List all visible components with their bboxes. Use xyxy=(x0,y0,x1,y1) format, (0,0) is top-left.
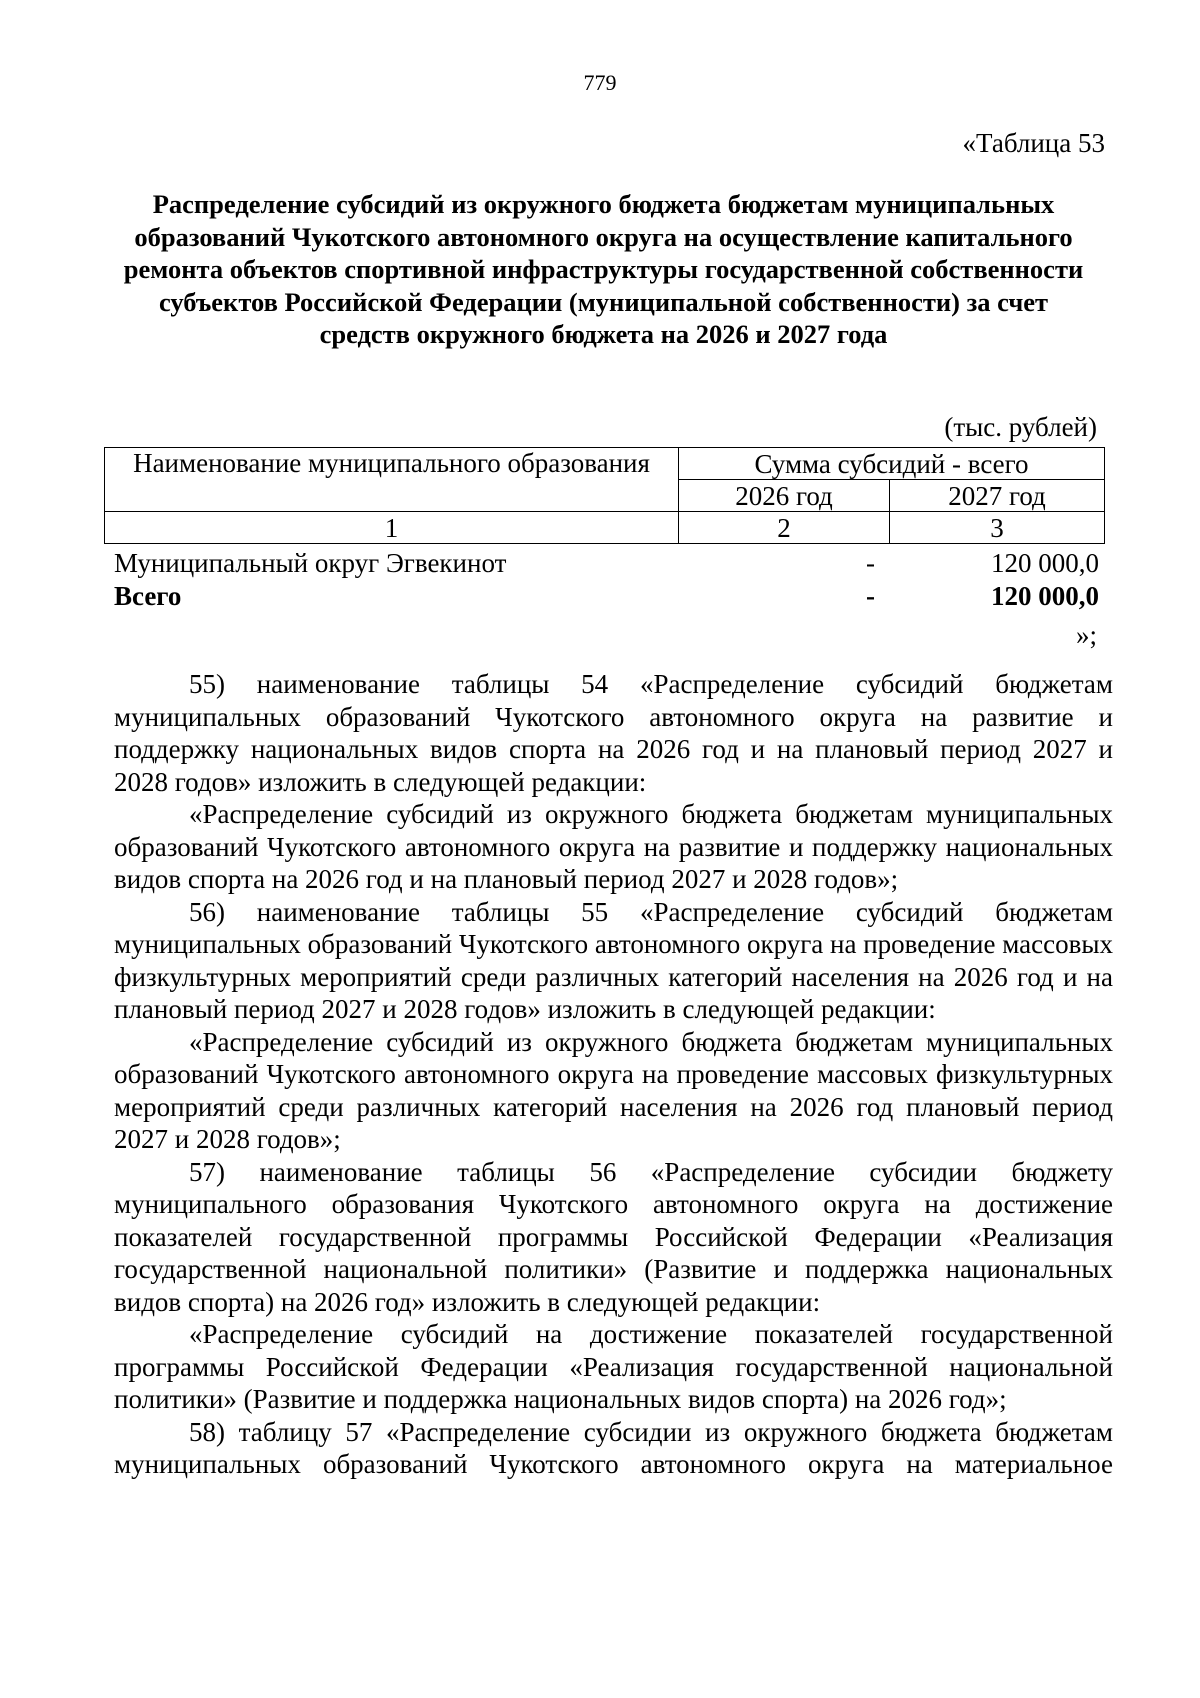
column-number-2: 2 xyxy=(679,512,890,544)
table-reference: «Таблица 53 xyxy=(962,128,1105,158)
table-number-row xyxy=(105,512,1105,544)
paragraph-57-quote: «Распределение субсидий на достижение показателей государственной программы Российской Федерации «Реализация государственной национальной политики» (Развитие и поддержка национальных видов спорта) на 2026 год»; xyxy=(114,1319,1113,1414)
row-municipality-name: Муниципальный округ Эгвекинот xyxy=(114,548,507,578)
row-value-2027: 120 000,0 xyxy=(991,548,1099,578)
header-subsidy-total: Сумма субсидий - всего xyxy=(679,448,1105,480)
page-number: 779 xyxy=(583,70,617,95)
table-title: Распределение субсидий из окружного бюджета бюджетам муниципальных образований Чукотского автономного округа на осуществление капитального ремонта объектов спортивной инфраструктуры государственной собственности субъектов Российской Федерации (муниципальной собственности) за счет средств окружного бюджета на 2026 и 2027 года xyxy=(123,189,1084,349)
paragraph-55-quote: «Распределение субсидий из окружного бюджета бюджетам муниципальных образований Чукотского автономного округа на развитие и поддержку национальных видов спорта на 2026 год и на плановый период 2027 и 2028 годов»; xyxy=(114,799,1113,894)
paragraph-57: 57) наименование таблицы 56 «Распределение субсидии бюджету муниципального образования Чукотского автономного округа на достижение показателей государственной программы Российской Федерации «Реализация государственной национальной политики» (Развитие и поддержка национальных видов спорта) на 2026 год» изложить в следующей редакции: xyxy=(114,1156,1113,1317)
units-label: (тыс. рублей) xyxy=(944,412,1097,442)
total-label: Всего xyxy=(114,581,182,611)
table-total-row xyxy=(114,581,1099,614)
table-row xyxy=(114,548,1099,581)
header-municipality: Наименование муниципального образования xyxy=(105,448,679,512)
column-number-1: 1 xyxy=(105,512,679,544)
paragraph-56-quote: «Распределение субсидий из окружного бюджета бюджетам муниципальных образований Чукотского автономного округа на проведение массовых физкультурных мероприятий среди различных категорий населения на 2026 год плановый период 2027 и 2028 годов»; xyxy=(114,1026,1113,1154)
total-value-2027: 120 000,0 xyxy=(991,581,1099,611)
header-2027: 2027 год xyxy=(890,480,1105,512)
total-value-2026: - xyxy=(866,581,875,611)
paragraph-58: 58) таблицу 57 «Распределение субсидии из окружного бюджета бюджетам муниципальных образований Чукотского автономного округа на материальное xyxy=(114,1416,1113,1479)
paragraph-56: 56) наименование таблицы 55 «Распределение субсидий бюджетам муниципальных образований Чукотского автономного округа на проведение массовых физкультурных мероприятий среди различных категорий населения на 2026 год и на плановый период 2027 и 2028 годов» изложить в следующей редакции: xyxy=(114,896,1113,1024)
table-header-row xyxy=(105,448,1105,480)
column-number-3: 3 xyxy=(890,512,1105,544)
paragraph-55: 55) наименование таблицы 54 «Распределение субсидий бюджетам муниципальных образований Чукотского автономного округа на развитие и поддержку национальных видов спорта на 2026 год и на плановый период 2027 и 2028 годов» изложить в следующей редакции: xyxy=(114,669,1113,797)
closing-quote: »; xyxy=(1075,620,1097,650)
header-2026: 2026 год xyxy=(679,480,890,512)
body-text xyxy=(114,668,1113,1481)
subsidy-table xyxy=(104,447,1105,544)
row-value-2026: - xyxy=(866,548,875,578)
